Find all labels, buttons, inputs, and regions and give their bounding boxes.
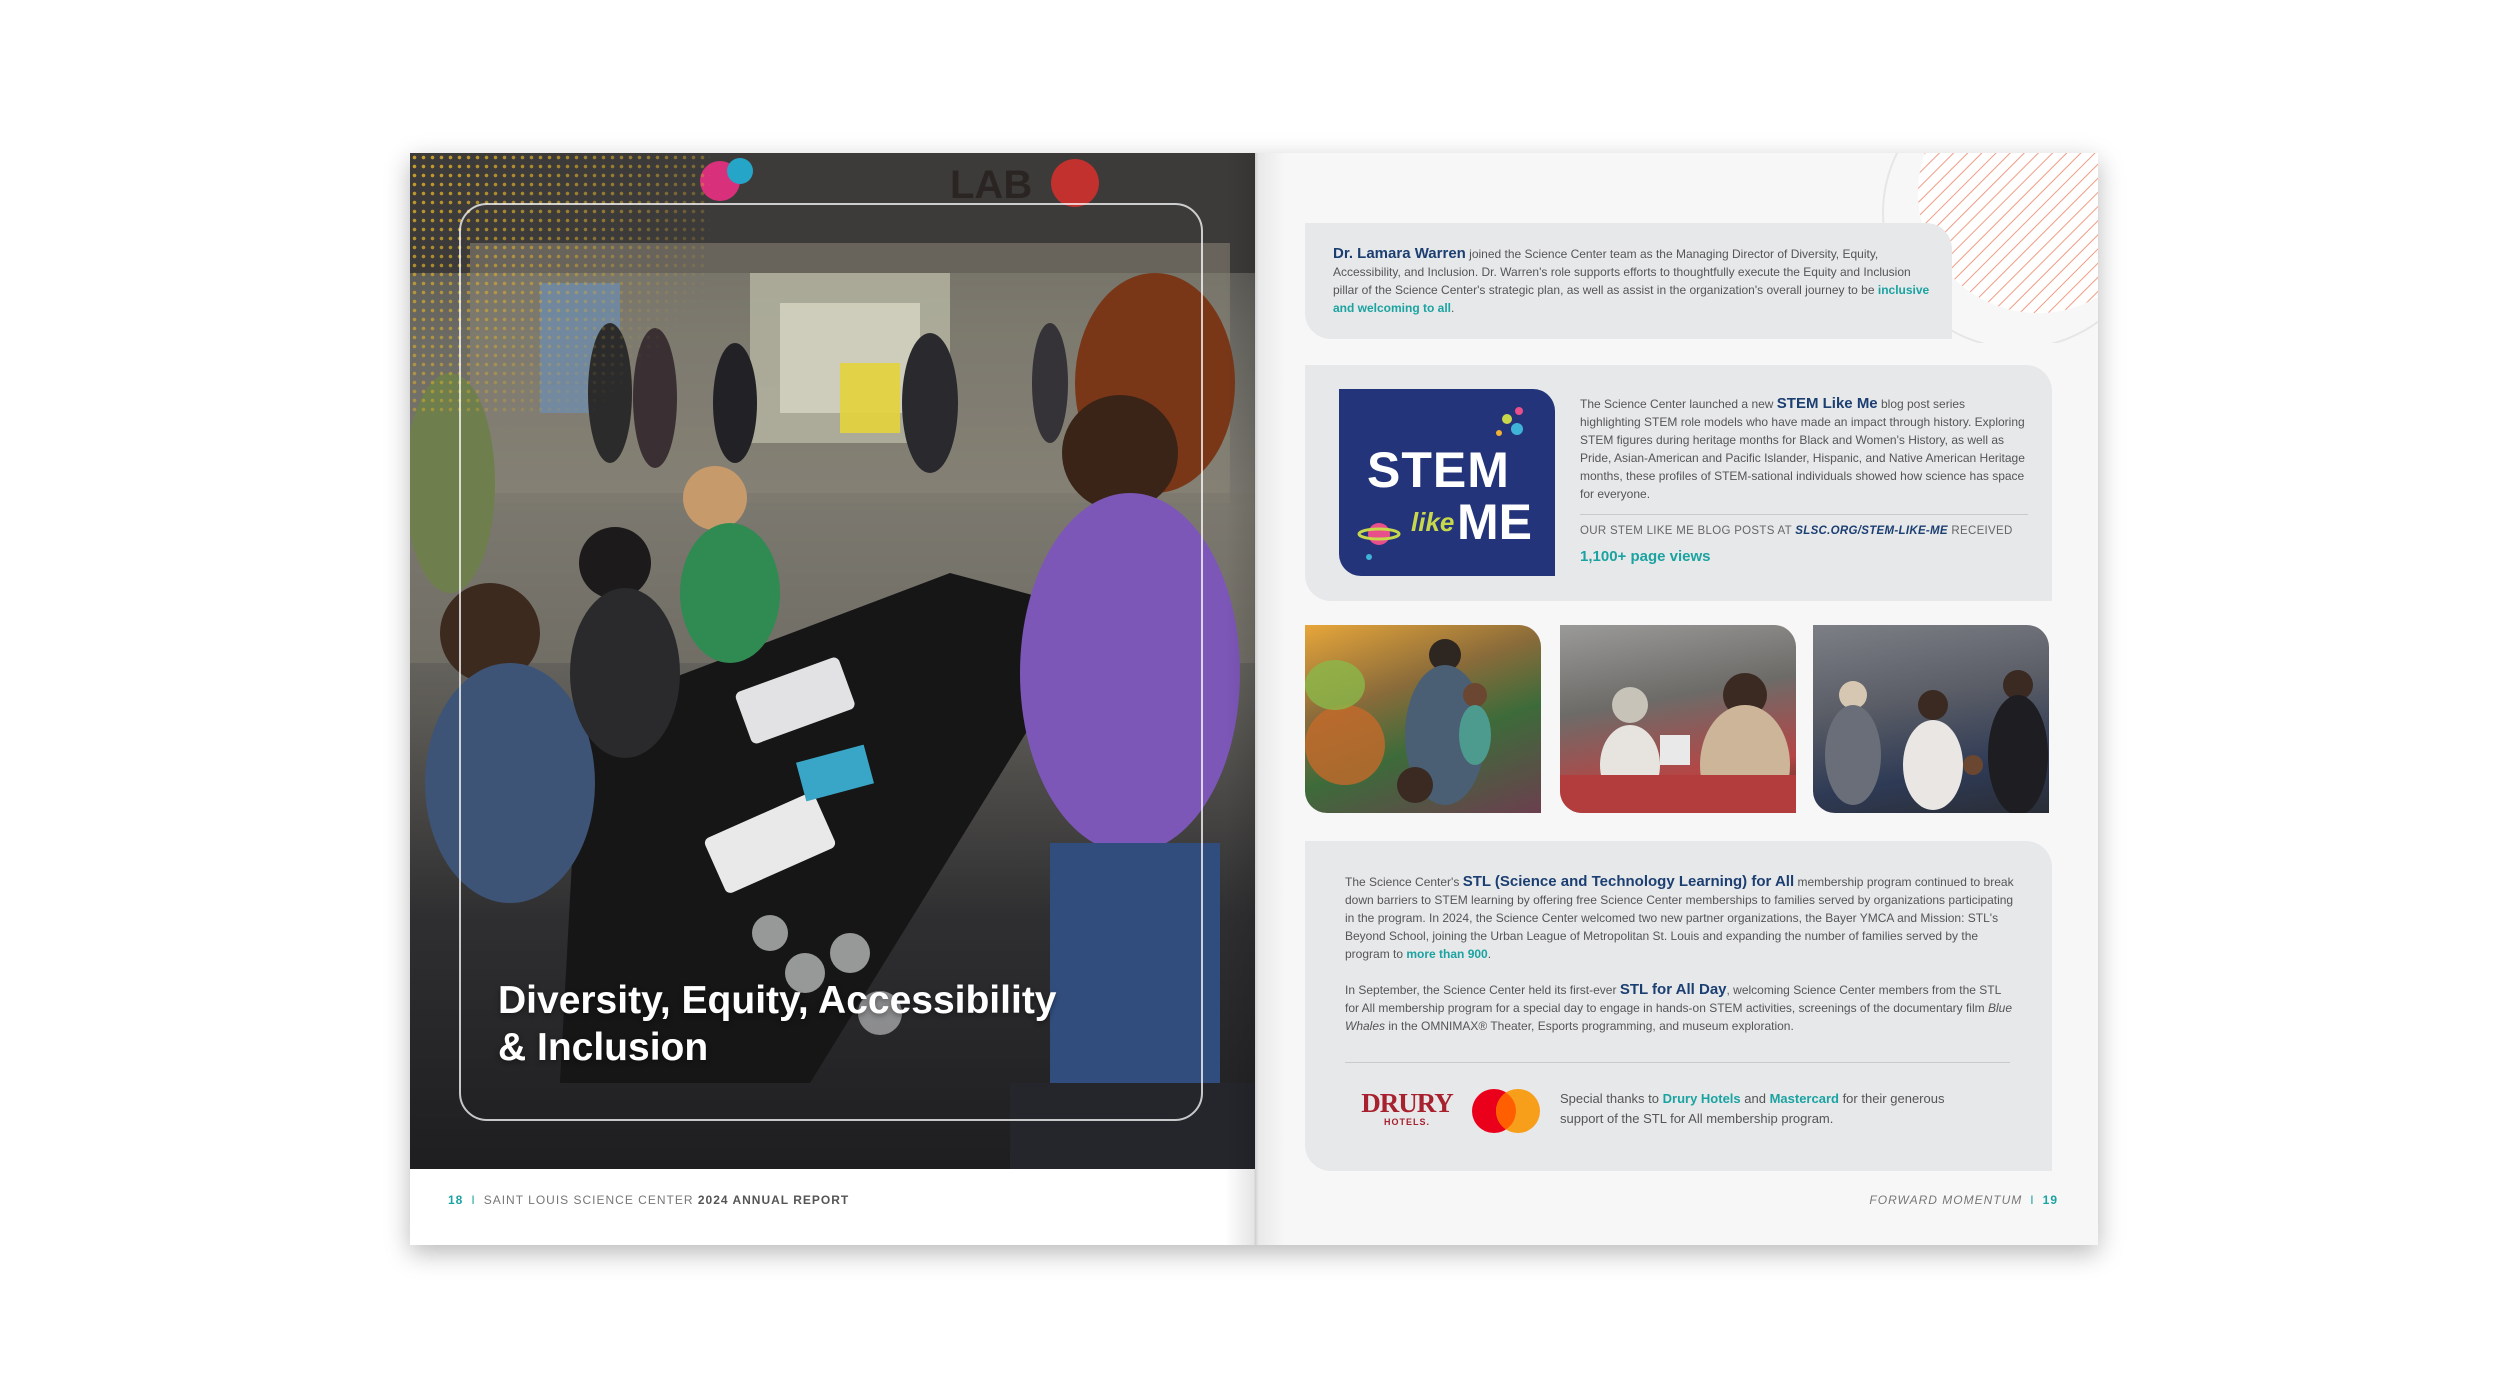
footer-separator: I <box>2030 1193 2035 1207</box>
thanks-intro: Special thanks to <box>1560 1091 1663 1106</box>
page-number: 19 <box>2042 1193 2058 1207</box>
warren-highlight: inclusive and welcoming to all <box>1333 283 1930 315</box>
mastercard-logo-icon <box>1470 1087 1542 1135</box>
photo-2-illustration <box>1560 625 1796 813</box>
warren-paragraph <box>1333 245 1933 317</box>
footer-left <box>448 1193 849 1207</box>
photo-3-illustration <box>1813 625 2049 813</box>
thanks-and: and <box>1740 1091 1770 1106</box>
stl-p1-text: membership program continued to break down barriers to STEM learning by offering free Science Center memberships to families served by organizations participating in the program. In 2024, the Science Center welcomed two new partner organizations, the Bayer YMCA and Mission: STL's Beyond School, joining the Urban League of Metropolitan St. Louis and expanding the number of families served by the program to <box>1345 875 2014 961</box>
blog-url-link[interactable]: SLSC.ORG/STEM-LIKE-ME <box>1795 525 1948 537</box>
footer-org: SAINT LOUIS SCIENCE CENTER <box>483 1193 694 1207</box>
footer-right <box>1869 1193 2058 1207</box>
sponsor-mastercard: Mastercard <box>1769 1091 1839 1106</box>
drury-logo-name: DRURY <box>1361 1088 1453 1118</box>
stem-text: blog post series highlighting STEM role models who have made an impact through history. Exploring STEM figures during heritage months for Black and Women's History, as well as Pride, Asian-American and Pacific Islander, Hispanic, and Native American Heritage months, these profiles of STEM-sational individuals showed how science has space for everyone. <box>1580 397 2025 501</box>
warren-text: joined the Science Center team as the Managing Director of Diversity, Equity, Accessibility, and Inclusion. Dr. Warren's role supports efforts to thoughtfully execute the Equity and Inclusion pillar of the Science Center's strategic plan, as well as assist in the organization's overall journey to be <box>1333 247 1911 297</box>
left-page <box>410 153 1255 1245</box>
drury-logo-sub: HOTELS. <box>1383 1117 1430 1127</box>
page-title: Diversity, Equity, Accessibility & Inclusion <box>498 979 1057 1069</box>
annual-report-spread <box>410 153 2098 1245</box>
stem-intro: The Science Center launched a new <box>1580 397 1777 411</box>
stl-p1-end: . <box>1487 947 1492 961</box>
thanks-end: for their generous support of the STL for All membership program. <box>1560 1091 1945 1126</box>
event-photo-3 <box>1813 625 2049 813</box>
lab-sign: LAB <box>950 163 1033 207</box>
drury-hotels-logo <box>1357 1089 1457 1127</box>
stl-p2-text: , welcoming Science Center members from the STL for All membership program for a special day to engage in hands-on STEM activities, screenings of the documentary film <box>1345 983 2001 1015</box>
warren-end: . <box>1451 301 1455 315</box>
footer-separator: I <box>471 1193 476 1207</box>
stl-for-all-panel <box>1305 841 2052 1171</box>
warren-panel <box>1305 223 1952 339</box>
event-photo-2 <box>1560 625 1796 813</box>
divider <box>1580 514 2028 515</box>
logo-word-like: like <box>1411 507 1455 537</box>
stl-paragraph-2 <box>1345 981 2015 1035</box>
warren-name: Dr. Lamara Warren <box>1333 245 1466 262</box>
event-photo-1 <box>1305 625 1541 813</box>
hero-photo <box>410 153 1255 1169</box>
logo-word-me: ME <box>1457 494 1532 550</box>
blog-suffix: RECEIVED <box>1947 525 2013 537</box>
stem-like-me-panel <box>1305 365 2052 601</box>
stl-p2-highlight: STL for All Day <box>1619 981 1727 998</box>
right-page <box>1255 153 2098 1245</box>
footer-report: 2024 ANNUAL REPORT <box>697 1193 850 1207</box>
stem-like-me-logo <box>1339 389 1555 576</box>
stl-p2-end: in the OMNIMAX® Theater, Esports programming, and museum exploration. <box>1385 1019 1794 1033</box>
stl-p1-stat: more than 900 <box>1406 947 1488 961</box>
stem-like-me-paragraph <box>1580 395 2028 503</box>
stl-p2-film: Blue Whales <box>1345 1001 2013 1033</box>
footer-label: FORWARD MOMENTUM <box>1869 1193 2023 1207</box>
blog-prefix: OUR STEM LIKE ME BLOG POSTS AT <box>1580 525 1796 537</box>
stem-highlight: STEM Like Me <box>1776 395 1878 412</box>
divider <box>1345 1062 2010 1063</box>
logo-word-stem: STEM <box>1367 442 1510 498</box>
stl-p2-intro: In September, the Science Center held its first-ever <box>1345 983 1620 997</box>
page-number: 18 <box>448 1193 464 1207</box>
stl-paragraph-1 <box>1345 873 2015 963</box>
stl-p1-highlight: STL (Science and Technology Learning) for All <box>1462 873 1795 890</box>
page-views-stat: 1,100+ page views <box>1580 548 1711 565</box>
stl-p1-intro: The Science Center's <box>1345 875 1463 889</box>
blog-stat-line <box>1580 525 2013 537</box>
photo-1-illustration <box>1305 625 1541 813</box>
sponsor-thanks <box>1560 1089 1970 1129</box>
sponsor-drury: Drury Hotels <box>1662 1091 1741 1106</box>
